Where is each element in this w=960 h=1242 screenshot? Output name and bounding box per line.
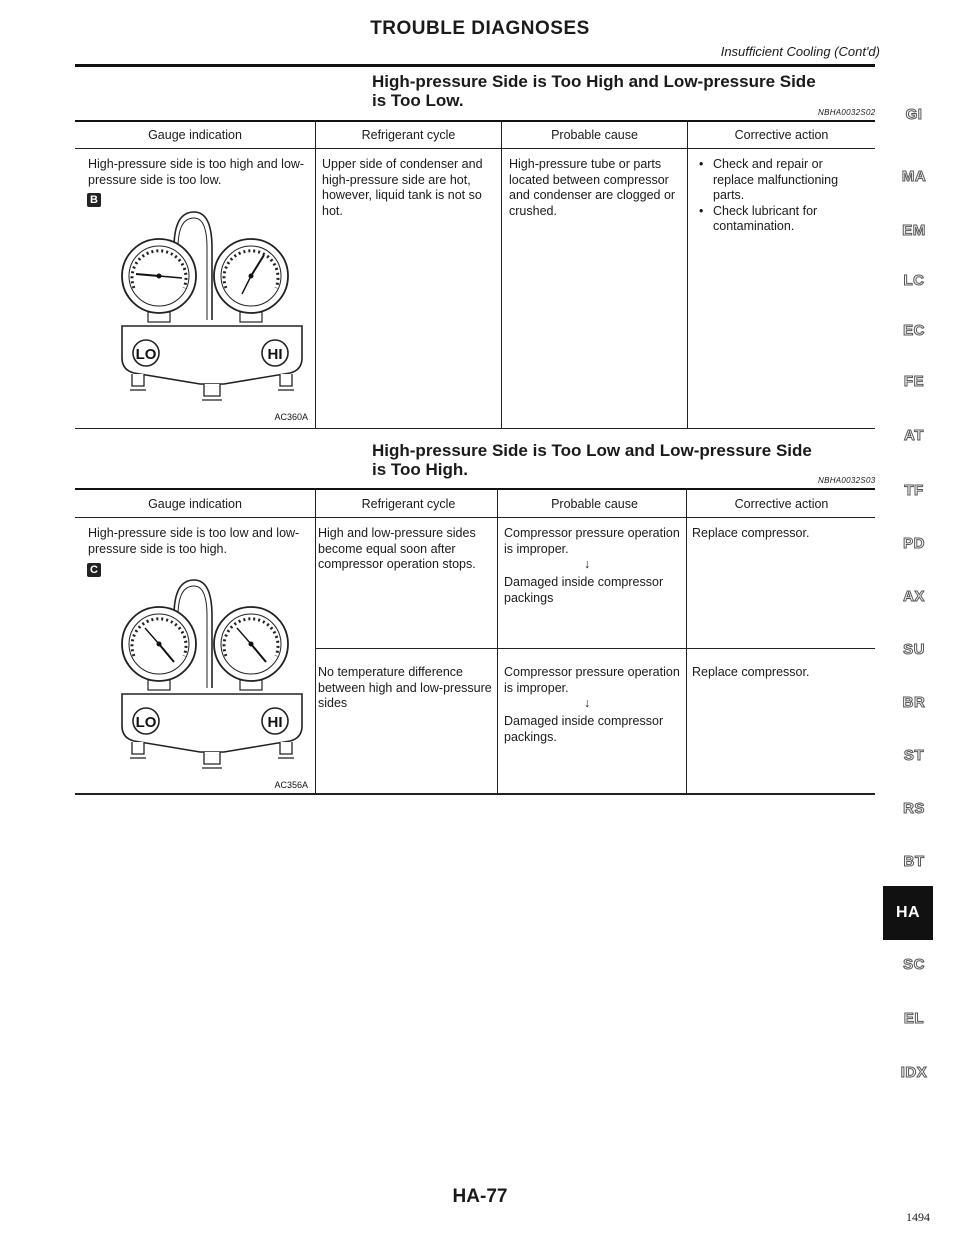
section2-col-cycle: Refrigerant cycle xyxy=(361,497,456,511)
section1-code: NBHA0032S02 xyxy=(818,108,876,117)
section2-col-action: Corrective action xyxy=(734,497,829,511)
section1-fitting-3 xyxy=(280,374,292,386)
section2-vline-2 xyxy=(497,488,498,793)
section1-hi-label: HI xyxy=(267,346,283,363)
section1-badge: B xyxy=(87,193,101,207)
page-title: TROUBLE DIAGNOSES xyxy=(370,18,590,39)
section2-vline-3 xyxy=(686,488,687,793)
side-tab-ha-active[interactable]: HA xyxy=(883,886,933,940)
section1-gauge-text: High-pressure side is too high and low-pressure side is too low. xyxy=(88,157,305,187)
section2-top-rule xyxy=(75,488,875,490)
section2-lo-label: LO xyxy=(135,714,157,731)
section1-col-cycle: Refrigerant cycle xyxy=(361,128,456,142)
section1-col-cause: Probable cause xyxy=(551,128,638,142)
side-tab-lc[interactable]: LC xyxy=(903,272,925,289)
section2-lo-hub xyxy=(157,642,162,647)
side-tab-at[interactable]: AT xyxy=(904,427,924,444)
section1-fitting-1 xyxy=(132,374,144,386)
section1-title-line2: is Too Low. xyxy=(372,91,464,110)
page-number: 1494 xyxy=(906,1210,930,1224)
side-tab-ec[interactable]: EC xyxy=(903,322,925,339)
section2-gauge-illustration xyxy=(112,576,312,792)
section2-col-cause: Probable cause xyxy=(551,497,638,511)
section2-hi-label: HI xyxy=(267,714,283,731)
side-tab-ma[interactable]: MA xyxy=(901,168,927,185)
section2-bottom-rule xyxy=(75,793,875,795)
section2-header-rule xyxy=(75,517,875,518)
section1-lo-hub xyxy=(157,274,162,279)
page-label: HA-77 xyxy=(452,1186,508,1207)
section2-fitting-2 xyxy=(204,752,220,764)
side-tab-bt[interactable]: BT xyxy=(903,853,925,870)
section2-row1-cause-a: Compressor pressure operation is improper. xyxy=(504,526,680,556)
section1-gauge-illustration xyxy=(112,208,312,424)
section1-action-item: • Check lubricant for contamination. xyxy=(695,204,865,235)
section2-row2-cause-a: Compressor pressure operation is improper. xyxy=(504,665,680,695)
section2-code: NBHA0032S03 xyxy=(818,476,876,485)
section1-vline-3 xyxy=(687,120,688,428)
side-tab-tf[interactable]: TF xyxy=(904,482,924,499)
side-tab-gi[interactable]: GI xyxy=(905,106,923,123)
side-tab-em[interactable]: EM xyxy=(902,222,926,239)
section1-refrigerant-cycle: Upper side of condenser and high-pressure side are hot, however, liquid tank is not so hot. xyxy=(322,157,483,218)
section1-vline-1 xyxy=(315,120,316,428)
section2-title-line2: is Too High. xyxy=(372,460,469,479)
section2-row1-cycle: High and low-pressure sides become equal soon after compressor operation stops. xyxy=(318,526,476,571)
side-tab-rs[interactable]: RS xyxy=(903,800,925,817)
section1-lo-label: LO xyxy=(135,346,157,363)
section1-bottom-rule xyxy=(75,428,875,429)
section2-gauge-text: High-pressure side is too low and low-pressure side is too high. xyxy=(88,526,300,556)
section2-row-divider xyxy=(315,648,875,649)
section2-row1-cause-b: Damaged inside compressor packings xyxy=(504,575,664,605)
side-tab-st[interactable]: ST xyxy=(903,747,925,764)
section2-row1-action: Replace compressor. xyxy=(692,526,810,540)
section1-header-rule xyxy=(75,148,875,149)
section1-fitting-2 xyxy=(204,384,220,396)
section2-fitting-3 xyxy=(280,742,292,754)
section2-badge: C xyxy=(87,563,101,577)
section1-vline-2 xyxy=(501,120,502,428)
side-tab-sc[interactable]: SC xyxy=(903,956,925,973)
section1-hi-hub xyxy=(249,274,254,279)
section2-row2-cycle: No temperature difference between high and low-pressure sides xyxy=(318,665,492,710)
section1-figure-code: AC360A xyxy=(274,412,308,422)
section2-figure-code: AC356A xyxy=(274,780,308,790)
side-tab-idx[interactable]: IDX xyxy=(900,1064,928,1081)
section2-row1-arrow: ↓ xyxy=(584,557,591,571)
side-tab-br[interactable]: BR xyxy=(902,694,926,711)
side-tab-fe[interactable]: FE xyxy=(903,373,925,390)
section1-col-action: Corrective action xyxy=(734,128,829,142)
section1-corrective-actions xyxy=(695,157,865,235)
section2-row2-arrow: ↓ xyxy=(584,696,591,710)
side-tab-el[interactable]: EL xyxy=(903,1010,925,1027)
section2-fitting-1 xyxy=(132,742,144,754)
section1-col-gauge: Gauge indication xyxy=(148,128,242,142)
section2-hi-hub xyxy=(249,642,254,647)
section2-row2-action: Replace compressor. xyxy=(692,665,810,679)
side-tab-pd[interactable]: PD xyxy=(903,535,925,552)
header-rule xyxy=(75,64,875,67)
section2-vline-1 xyxy=(315,488,316,793)
section2-col-gauge: Gauge indication xyxy=(148,497,242,511)
section1-top-rule xyxy=(75,120,875,122)
page-subtitle: Insufficient Cooling (Cont'd) xyxy=(720,44,880,59)
section1-title-line1: High-pressure Side is Too High and Low-pressure Side xyxy=(372,72,816,91)
section2-row2-cause-b: Damaged inside compressor packings. xyxy=(504,714,664,744)
side-tab-su[interactable]: SU xyxy=(903,641,925,658)
section1-probable-cause: High-pressure tube or parts located between compressor and condenser are clogged or crushed. xyxy=(509,157,676,218)
side-tab-ax[interactable]: AX xyxy=(903,588,925,605)
section1-action-item: • Check and repair or replace malfunctioning parts. xyxy=(695,157,865,204)
section2-title-line1: High-pressure Side is Too Low and Low-pressure Side xyxy=(372,441,812,460)
